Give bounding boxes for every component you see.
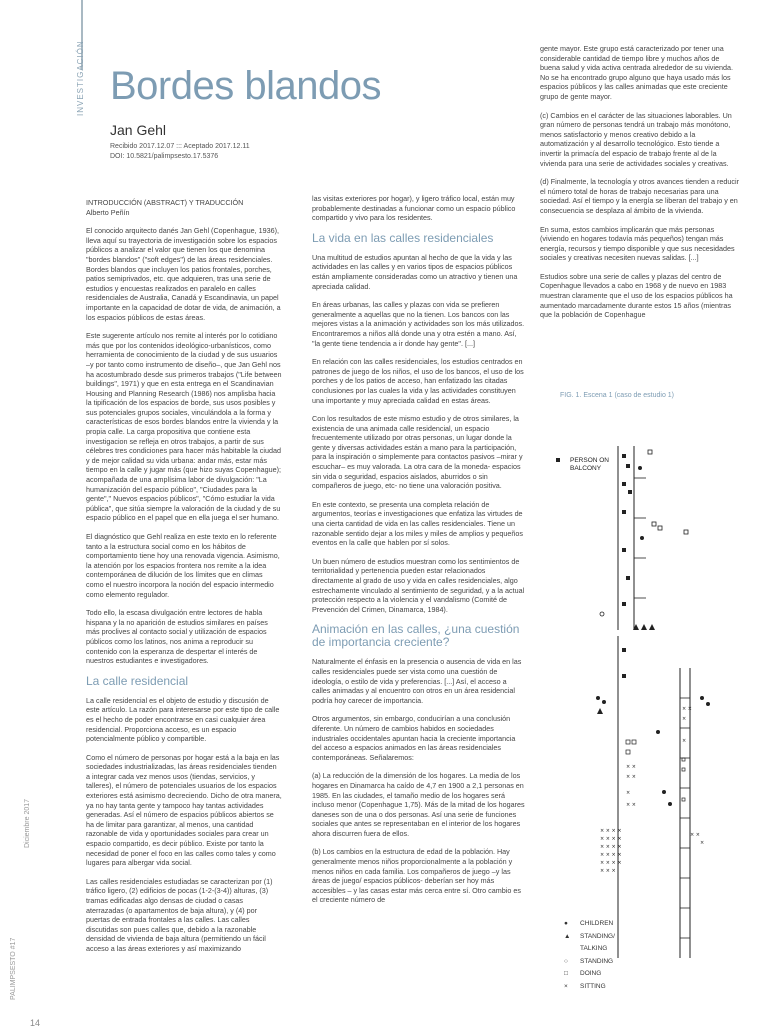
svg-text:× × ×: × × × (600, 868, 616, 874)
legend-item-standing-talking: ▲ STANDING/ (564, 931, 615, 944)
intro-translator: Alberto Peñín (86, 207, 130, 217)
paragraph: Con los resultados de este mismo estudio y de otros similares, la existencia de una animada calle residencial, un espacio frecuentemente utilizado por otras personas, un lugar donde la gente y diversas actividades están a mano para la participación, para la inspiración o simplemente para contactos pasivos –mirar y escuchar– es muy valorada. La otra cara de la moneda- espacios sin vida o seguridad, espacios aislados, aburridos o sin compañeros de juego, etc- no tiene una valoración positiva. (312, 414, 523, 491)
paragraph: En áreas urbanas, las calles y plazas con vida se prefieren generalmente a aquellas que no la tienen. Los bancos con las mejores vistas a la animación y actividades son los más utilizados. Encontraremos a niños allá donde una y otra estén a mano. Así, "la gente tiene tendencia a ir donde hay gente". [...] (312, 300, 525, 348)
legend-item-children: ● CHILDREN (564, 918, 615, 931)
open-circle-icon: ○ (564, 957, 568, 965)
paragraph: El conocido arquitecto danés Jan Gehl (Copenhague, 1936), lleva aquí su trayectoria de investigación sobre los espacios públicos a analizar el valor que tienen los que denomina "bordes blandos" ("soft edges") de las áreas residenciales. Bordes blandos que incluyen los patios frontales, porches, patios semiprivados, etc. que adquieren, tras una serie de estudios y encuestas realizados en paralelo en calles residenciales de Australia, Canadá y Escandinavia, un papel importante en la capacidad de dotar de vida, de animación, a los espacios públicos de estas áreas. (86, 226, 281, 322)
article-title: Bordes blandos (110, 64, 381, 108)
open-square-icon: □ (564, 970, 568, 977)
paragraph: Como el número de personas por hogar está a la baja en las sociedades industrializadas, las áreas residenciales tienden a integrar cada vez menos usos (tiendas, servicios, y talleres), el número de potenciales usuarios de los espacios exteriores está asimismo decreciendo. Dicho de otra manera, ya no hay tanta gente y tampoco hay tantas actividades generadas. Así el número de espacios públicos abiertos se ha de limitar para garantizar, al menos, una cantidad razonable de vida y oportunidades sociales para crear un espacio compartido, es decir público. Existe por tanto la necesidad de poner el foco en las calles como tales y como lugares para albergar vida social. (86, 752, 282, 868)
cross-icon: × (564, 982, 568, 990)
balcony-label-line2: BALCONY (570, 465, 602, 472)
filled-circle-icon: ● (564, 920, 568, 927)
section-tag: INVESTIGACIÓN (76, 40, 85, 116)
paragraph: El diagnóstico que Gehl realiza en este texto en lo referente tanto a la estructura social como en los hábitos de comportamiento tiene hoy una renovada vigencia. Asimismo, la atención por los espacios frontera nos remite a la idea contemporánea de dilución de los límites que en climas como el nuestro incorpora la noción del espacio intermedio como elemento regulador. (86, 532, 280, 599)
legend-item-talking: TALKING (580, 945, 608, 952)
legend-item-doing: □ DOING (564, 968, 615, 981)
svg-text:× ×: × × (626, 802, 636, 808)
paragraph: Naturalmente el énfasis en la presencia o ausencia de vida en las calles residenciales puede ser vista como una cuestión de ideología, o estilo de vida y preferencias. [...] Así, el acceso a calles animadas y al encuentro con otros en un área residencial podría hoy carecer de importancia. (312, 657, 522, 705)
svg-text:× ×: × × (690, 832, 700, 838)
paragraph: Un buen número de estudios muestran como los sentimientos de territorialidad y pertenencia pueden estar relacionados directamente al grado de uso y vida en calles residenciales, algo estrechamente vinculado al sentimiento de seguridad, y a la actual protección respecto a la violencia y el vandalismo (Comité de Prevención del Crimen, Dinamarca, 1984). (312, 556, 525, 614)
intro-heading: INTRODUCCIÓN (ABSTRACT) Y TRADUCCIÓN (86, 198, 244, 207)
paragraph: La calle residencial es el objeto de estudio y discusión de este artículo. La razón para interesarse por este tipo de calle es el hecho de poder encontrarse en casi cualquier área residencial. Proporciona acceso, es un espacio potencialmente público y compartible. (86, 695, 280, 744)
paragraph: En relación con las calles residenciales, los estudios centrados en patrones de juego de los niños, el uso de los bancos, el uso de los porches y de los patios de acceso, han enfatizado las citadas conclusiones por las cuales la vida y las actividades constituyen una importante y muy apreciada calidad en estas áreas. (312, 357, 524, 405)
paragraph: (b) Los cambios en la estructura de edad de la población. Hay generalmente menos niños proporcionalmente a la población y menos niños en cada familia. Los compañeros de juego –y las áreas de juego/ espacios públicos- deberían ser hoy más accesibles – y las casas estar más cerca entre sí. Otro cambio es el creciente número de (312, 847, 521, 905)
paragraph: Una multitud de estudios apuntan al hecho de que la vida y las actividades en las calles y en varios tipos de espacios públicos están ampliamente consideradas como un atractivo y tienen una apreciada calidad. (312, 252, 518, 291)
paragraph: Todo ello, la escasa divulgación entre lectores de habla hispana y la no aparición de estudios similares en países más proclives al contacto social y utilización de espacios públicos como los latinos, nos anima a reproducir su contenido con la esperanza de despertar el interés de nuestros estudiantes e investigadores. (86, 608, 268, 666)
paragraph: Estudios sobre una serie de calles y plazas del centro de Copenhague llevados a cabo en 1968 y de nuevo en 1983 muestran claramente que el uso de los espacios públicos ha aumentado marcadamente durante estos 15 años (mientras que la población de Copenhague (540, 271, 733, 320)
meta-dates: Recibido 2017.12.07 ::: Aceptado 2017.12.11 (110, 143, 250, 150)
svg-text:×: × (700, 840, 705, 846)
side-journal: PALIMPSESTO #17 (10, 937, 17, 1000)
filled-triangle-icon: ▲ (564, 932, 571, 940)
section-heading: La calle residencial (86, 673, 189, 688)
column-1 (86, 198, 282, 963)
paragraph: Otros argumentos, sin embargo, conducirían a una conclusión diferente. Un número de cambios habidos en sociedades industriales occidentales apuntan hacia la creciente importancia del acceso a espacios animados en las áreas residenciales contemporáneas. Señalaremos: (312, 714, 516, 762)
svg-text:× × × ×: × × × × (600, 844, 622, 850)
svg-text:×: × (626, 790, 631, 796)
legend-item-sitting: × SITTING (564, 981, 615, 994)
paragraph: En este contexto, se presenta una completa relación de argumentos, teorías e investigaciones que enfatiza las virtudes de una cierta cantidad de vida en las calles residenciales. Tiene un razonable sentido dejar a los miles y miles de amplios y pequeños eventos en la calle que hablen por sí solos. (312, 499, 523, 548)
paragraph: (a) La reducción de la dimensión de los hogares. La media de los hogares en Dinamarca ha caído de 4,7 en 1900 a 2,1 personas en 1985. En las ciudades, el tamaño medio de los hogares será incluso menor (Copenhague 1,75). Más de la mitad de los hogares daneses son de una o dos personas. Así una serie de funciones sociales que antes se representaban en el interior de los hogares ahora discurren fuera de ellos. (312, 771, 525, 838)
svg-text:×: × (682, 716, 687, 722)
legend-item-standing: ○ STANDING (564, 956, 615, 969)
figure-caption: FIG. 1. Escena 1 (caso de estudio 1) (560, 392, 675, 399)
section-heading: Animación en las calles, ¿una cuestión de importancia creciente? (312, 622, 520, 650)
svg-text:×: × (682, 738, 687, 744)
article-meta (110, 142, 250, 162)
paragraph: Este sugerente artículo nos remite al interés por lo cotidiano más que por los contenidos ideológico-urbanísticos, como herramienta de conocimiento de la ciudad y de sus usuarios –y por tanto como instrumento de diseño–, que Jan Gehl nos ha acostumbrado desde sus primeros trabajos ("Life between buildings", 1971) y que en esta entrega en el Scandinavian Housing and Planning Research (1986) nos amplisba hacia la tipificación de los espacios de borde, sus usos posibles y sus potenciales grupos sociales, vinculándola a la forma y características de esos bordes blandos entre la vivienda y la propia calle. La carga propositiva que contiene esta investigacion se refleja en otros trabajos, a partir de sus célebres tres condiciones para hacer más habitable la ciudad y de mejor calidad su vida urbana: andar más, estar más tiempo en la calle y jugar más (que hizo suyas Copenhague); acompañada de una amplísima labor de divulgación: "La humanización del espacio público", "Ciudades para la gente"," Nuevos espacios públicos", "Cómo estudiar la vida pública", que sitúa siempre la valoración de la ciudad y de su espacio público en el papel que en ella juega el ser humano. (86, 331, 282, 523)
page-number: 14 (30, 1018, 41, 1028)
article-author: Jan Gehl (110, 122, 167, 138)
paragraph: (d) Finalmente, la tecnología y otros avances tienden a reducir el número total de horas de trabajo necesarias para una sociedad. Así el tiempo y la energía se liberan del trabajo y en consecuencia se desplaza al ámbito de la vivienda. (540, 177, 739, 215)
svg-text:× ×: × × (626, 764, 636, 770)
paragraph: En suma, estos cambios implicarán que más personas (viviendo en hogares todavía más pequeños) tengan más energía, recursos y tiempo disponible y que sus necesidades sociales y creativas necesiten nuevas salidas. [...] (540, 224, 735, 263)
balcony-label-line1: PERSON ON (570, 457, 610, 464)
paragraph: Las calles residenciales estudiadas se caracterizan por (1) tráfico ligero, (2) edificios de pocas (1-2-(3-4)) alturas, (3) tramas edificadas algo densas de ciudad o casas aterrazadas (o apartamentos de baja altura), y (4) por puertas de entrada frontales a las calles. Las calles discutidas son pues calles que, debido a la razonable densidad de vivienda de baja altura (permitiendo un fácil acceso a las áreas exteriores y así maximizando (86, 876, 273, 953)
svg-text:× ×: × × (682, 706, 692, 712)
meta-doi: DOI: 10.5821/palimpsesto.17.5376 (110, 153, 219, 160)
svg-text:× ×: × × (626, 774, 636, 780)
figure-legend (564, 918, 615, 993)
side-date: Diciembre 2017 (24, 798, 31, 848)
svg-text:× × × ×: × × × × (600, 860, 622, 866)
column-2 (312, 194, 526, 914)
paragraph: (c) Cambios en el carácter de las situaciones laborables. Un gran número de personas tendrá un trabajo más monótono, menos satisfactorio y menos creativo debido a la automatización y al desarrollo tecnológico. Esto tiende a invertir la primacía del espacio de trabajo frente al de la vivienda para una serie de actividades sociales y creativas. (540, 110, 732, 168)
svg-text:× × × ×: × × × × (600, 828, 622, 834)
svg-text:× × × ×: × × × × (600, 852, 622, 858)
section-heading: La vida en las calles residenciales (312, 230, 494, 245)
paragraph: gente mayor. Este grupo está caracterizado por tener una considerable cantidad de tiempo libre y muchos años de buena salud y vida activa centrada alrededor de su vivienda. No se ha encontrado grupo alguno que haya usado más los espacios públicos y las calles animadas que este creciente grupo de gente mayor. (540, 44, 733, 101)
column-3 (540, 44, 740, 329)
svg-text:× × × ×: × × × × (600, 836, 622, 842)
paragraph: las visitas exteriores por hogar), y ligero tráfico local, están muy probablemente destinadas a funcionar como un espacio público compartido y vivo para los residentes. (312, 194, 516, 223)
